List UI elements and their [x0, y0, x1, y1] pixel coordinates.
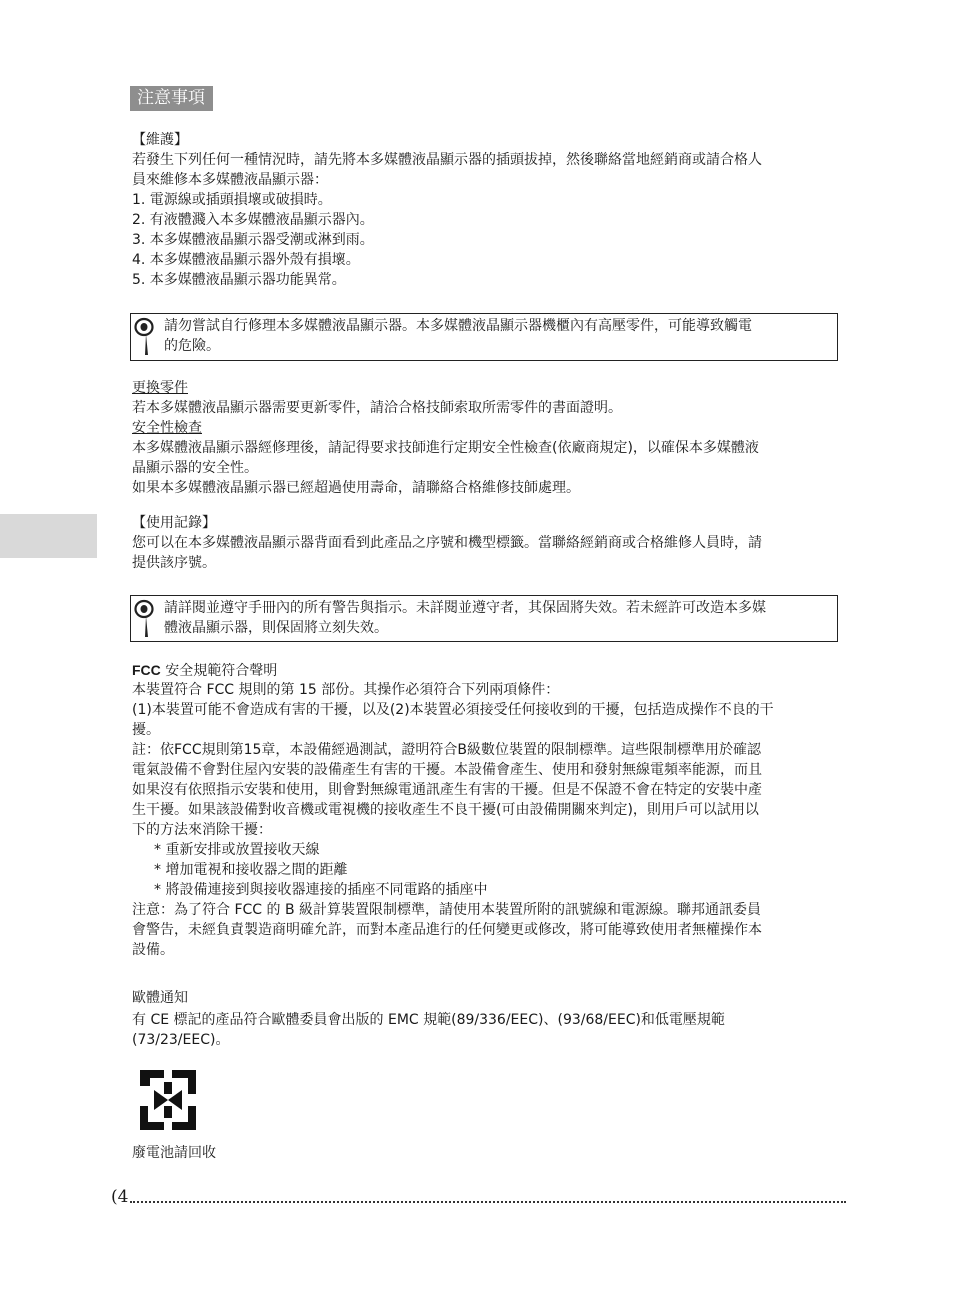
note-pin-icon [133, 599, 155, 639]
battery-recycle-icon [134, 1066, 202, 1134]
note-text-line: 請詳閱並遵守手冊內的所有警告與指示。未詳閱並遵守者，其保固將失效。若未經許可改造本多媒 [164, 600, 766, 616]
fcc-note-line: 下的方法來消除干擾： [132, 822, 272, 838]
fcc-text-line: 擾。 [132, 722, 160, 738]
safety-text-line: 晶顯示器的安全性。 [132, 460, 258, 476]
warranty-note-box [130, 595, 838, 642]
side-tab-marker [0, 514, 97, 558]
note-text-line: 體液晶顯示器，則保固將立刻失效。 [164, 620, 388, 636]
maintenance-heading: 【維護】 [132, 132, 188, 148]
maintenance-intro-line2: 員來維修本多媒體液晶顯示器： [132, 172, 328, 188]
note-pin-icon [133, 317, 155, 357]
parts-safety-section [132, 378, 848, 498]
fcc-note-line: 生干擾。如果該設備對收音機或電視機的接收產生不良干擾(可由設備開關來判定)，則用戶可以試用以 [132, 802, 759, 818]
eu-section [132, 988, 848, 1050]
note-text-line: 請勿嘗試自行修理本多媒體液晶顯示器。本多媒體液晶顯示器機櫃內有高壓零件，可能導致觸電 [164, 318, 752, 334]
safety-heading: 安全性檢查 [132, 420, 202, 436]
fcc-caution-line: 會警告，未經負責製造商明確允許，而對本產品進行的任何變更或修改，將可能導致使用者無權操作本 [132, 922, 762, 938]
safety-text-line: 如果本多媒體液晶顯示器已經超過使用壽命，請聯絡合格維修技師處理。 [132, 480, 580, 496]
fcc-note-line: 註：依FCC規則第15章，本設備經過測試，證明符合B級數位裝置的限制標準。這些限制標準用於確認 [132, 742, 762, 758]
fcc-bullet-item: * 重新安排或放置接收天線 [154, 842, 320, 858]
usage-text-line: 您可以在本多媒體液晶顯示器背面看到此產品之序號和機型標籤。當聯絡經銷商或合格維修人員時，請 [132, 535, 762, 551]
footer-dotted-rule [130, 1201, 846, 1203]
warning-note-box [130, 313, 838, 361]
parts-text: 若本多媒體液晶顯示器需要更新零件，請洽合格技師索取所需零件的書面證明。 [132, 400, 622, 416]
maintenance-item: 2. 有液體濺入本多媒體液晶顯示器內。 [132, 212, 374, 228]
battery-caption: 廢電池請回收 [132, 1145, 216, 1161]
maintenance-item: 1. 電源線或插頭損壞或破損時。 [132, 192, 332, 208]
fcc-note-line: 如果沒有依照指示安裝和使用，則會對無線電通訊產生有害的干擾。但是不保證不會在特定的安裝中產 [132, 782, 762, 798]
fcc-caution-line: 設備。 [132, 942, 174, 958]
maintenance-item: 5. 本多媒體液晶顯示器功能異常。 [132, 272, 346, 288]
eu-text-line: (73/23/EEC)。 [132, 1032, 230, 1048]
fcc-text-line: 本裝置符合 FCC 規則的第 15 部份。其操作必須符合下列兩項條件： [132, 682, 560, 698]
page-number: (4 [111, 1187, 129, 1207]
maintenance-section [132, 130, 848, 290]
usage-heading: 【使用記錄】 [132, 515, 216, 531]
fcc-heading: FCC 安全規範符合聲明 [132, 662, 278, 679]
usage-section [132, 513, 848, 573]
fcc-bullet-item: * 增加電視和接收器之間的距離 [154, 862, 348, 878]
parts-heading: 更換零件 [132, 380, 188, 396]
maintenance-item: 3. 本多媒體液晶顯示器受潮或淋到雨。 [132, 232, 374, 248]
maintenance-item: 4. 本多媒體液晶顯示器外殼有損壞。 [132, 252, 360, 268]
eu-heading: 歐體通知 [132, 990, 188, 1006]
usage-text-line: 提供該序號。 [132, 555, 216, 571]
maintenance-intro-line1: 若發生下列任何一種情況時，請先將本多媒體液晶顯示器的插頭拔掉，然後聯絡當地經銷商或請合格人 [132, 152, 762, 168]
note-text-line: 的危險。 [164, 338, 220, 354]
fcc-text-line: (1)本裝置可能不會造成有害的干擾，以及(2)本裝置必須接受任何接收到的干擾，包括造成操作不良的干 [132, 702, 774, 718]
fcc-note-line: 電氣設備不會對住屋內安裝的設備產生有害的干擾。本設備會產生、使用和發射無線電頻率能源，而且 [132, 762, 762, 778]
fcc-bullet-item: * 將設備連接到與接收器連接的插座不同電路的插座中 [154, 882, 488, 898]
fcc-caution-line: 注意：為了符合 FCC 的 B 級計算裝置限制標準，請使用本裝置所附的訊號線和電源線。聯邦通訊委員 [132, 902, 762, 918]
eu-text-line: 有 CE 標記的產品符合歐體委員會出版的 EMC 規範(89/336/EEC)、(93/68/EEC)和低電壓規範 [132, 1012, 725, 1028]
section-title: 注意事項 [130, 86, 213, 111]
fcc-section [132, 660, 848, 960]
safety-text-line: 本多媒體液晶顯示器經修理後，請記得要求技師進行定期安全性檢查(依廠商規定)，以確保本多媒體液 [132, 440, 759, 456]
